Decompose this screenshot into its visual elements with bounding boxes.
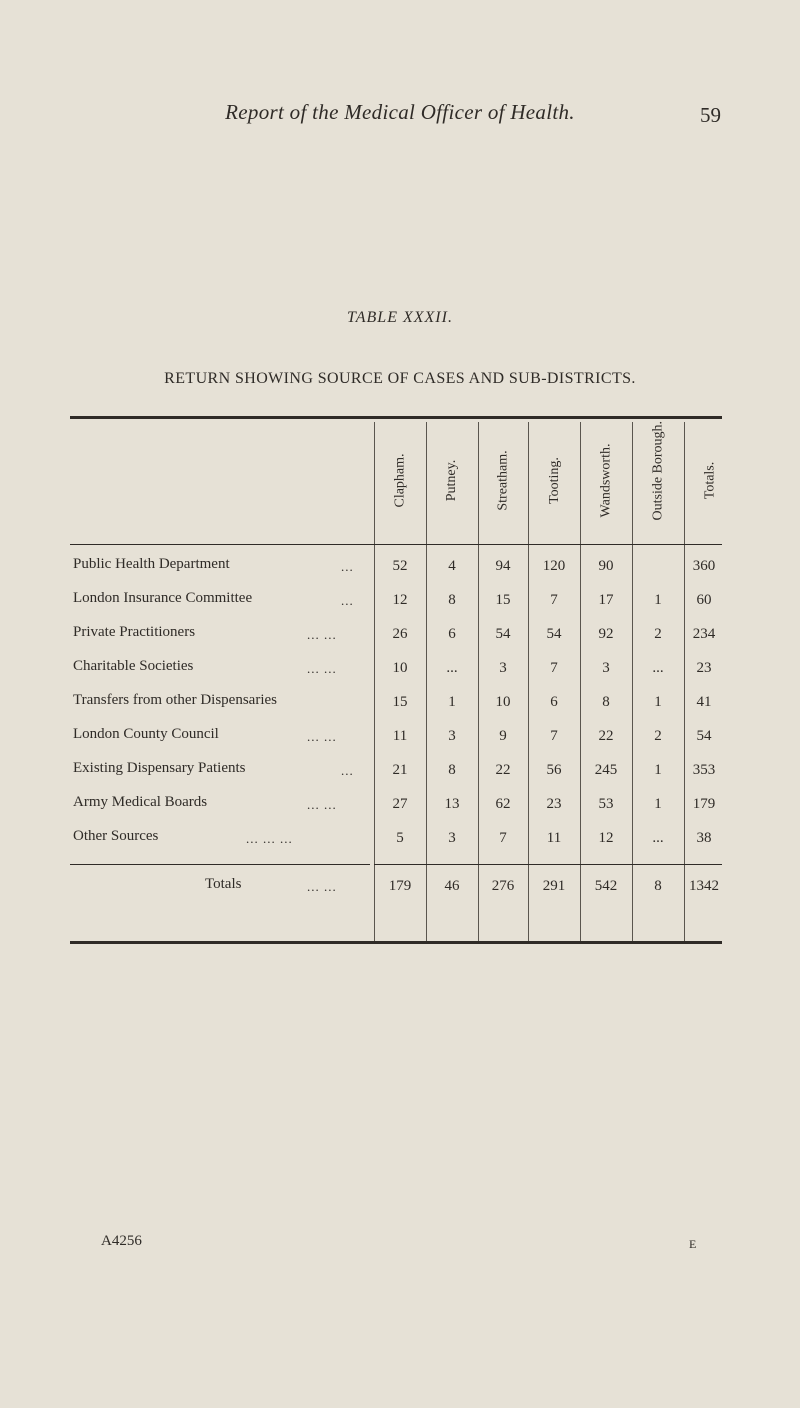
- col-header-streatham: Streatham.: [495, 449, 511, 511]
- row-label: London Insurance Committee: [73, 590, 253, 606]
- leader-dots: ... ...: [307, 661, 337, 676]
- cell: 21: [392, 762, 408, 778]
- footer-sheet-letter: E: [689, 1237, 697, 1251]
- cell: 353: [692, 762, 716, 778]
- cell: 27: [392, 796, 408, 812]
- total-cell: 46: [444, 878, 460, 894]
- header-bottom-rule: [70, 544, 722, 545]
- row-label: Transfers from other Dispensaries: [73, 692, 277, 708]
- cell: 56: [546, 762, 562, 778]
- cell: 5: [396, 830, 404, 846]
- cell: 54: [546, 626, 562, 642]
- leader-dots: ... ...: [307, 729, 337, 744]
- cell: 7: [499, 830, 507, 846]
- cell: 12: [598, 830, 614, 846]
- cell: 10: [392, 660, 408, 676]
- cell: 11: [546, 830, 562, 846]
- cell: 23: [546, 796, 562, 812]
- cell: ...: [446, 660, 458, 676]
- cell: 1: [654, 694, 662, 710]
- table-row: [0, 692, 800, 722]
- row-label: Public Health Department: [73, 556, 230, 572]
- cell: 22: [495, 762, 511, 778]
- col-header-putney: Putney.: [444, 459, 460, 501]
- cell: ...: [652, 660, 664, 676]
- table-row: [0, 794, 800, 824]
- col-header-clapham: Clapham.: [392, 452, 408, 508]
- cell: 179: [692, 796, 716, 812]
- leader-dots: ...: [341, 593, 354, 608]
- cell: 8: [602, 694, 610, 710]
- totals-top-rule: [374, 864, 722, 865]
- cell: 8: [448, 592, 456, 608]
- leader-dots: ... ...: [307, 797, 337, 812]
- row-label: Private Practitioners: [73, 624, 196, 640]
- col-header-totals: Totals.: [702, 461, 718, 499]
- row-label: Existing Dispensary Patients: [73, 760, 246, 776]
- cell: 54: [495, 626, 511, 642]
- cell: 120: [542, 558, 566, 574]
- totals-top-rule: [70, 864, 370, 865]
- cell: 4: [448, 558, 456, 574]
- table-row: [0, 658, 800, 688]
- cell: 7: [550, 592, 558, 608]
- total-cell: 1342: [689, 878, 719, 894]
- leader-dots: ... ...: [307, 627, 337, 642]
- cell: 22: [598, 728, 614, 744]
- cell: 1: [448, 694, 456, 710]
- cell: 1: [654, 762, 662, 778]
- cell: 62: [495, 796, 511, 812]
- cell: 17: [598, 592, 614, 608]
- cell: 2: [654, 626, 662, 642]
- total-cell: 179: [388, 878, 412, 894]
- cell: 38: [696, 830, 712, 846]
- cell: 13: [444, 796, 460, 812]
- cell: 10: [495, 694, 511, 710]
- leader-dots: ... ...: [307, 879, 337, 894]
- cell: 7: [550, 728, 558, 744]
- footer-signature-mark: A4256: [101, 1233, 142, 1249]
- cell: 54: [696, 728, 712, 744]
- cell: 90: [598, 558, 614, 574]
- table-row: [0, 590, 800, 620]
- cell: 3: [499, 660, 507, 676]
- cell: 26: [392, 626, 408, 642]
- page-number: 59: [700, 103, 721, 127]
- cell: 53: [598, 796, 614, 812]
- totals-row: [0, 876, 800, 906]
- cell: 3: [602, 660, 610, 676]
- table-row: [0, 760, 800, 790]
- total-cell: 276: [491, 878, 515, 894]
- total-cell: 8: [654, 878, 662, 894]
- table-row: [0, 828, 800, 858]
- row-label: Other Sources: [73, 828, 159, 844]
- cell: 92: [598, 626, 614, 642]
- table-row: [0, 556, 800, 586]
- cell: 3: [448, 830, 456, 846]
- cell: 12: [392, 592, 408, 608]
- cell: 8: [448, 762, 456, 778]
- total-cell: 291: [542, 878, 566, 894]
- cell: 245: [594, 762, 618, 778]
- cell: 1: [654, 592, 662, 608]
- page-header-title: Report of the Medical Officer of Health.: [225, 100, 575, 124]
- cell: 94: [495, 558, 511, 574]
- leader-dots: ...: [341, 559, 354, 574]
- cell: 1: [654, 796, 662, 812]
- col-header-tooting: Tooting.: [546, 456, 562, 504]
- table-caption: RETURN SHOWING SOURCE OF CASES AND SUB-DISTRICTS.: [164, 370, 636, 387]
- cell: ...: [652, 830, 664, 846]
- table-row: [0, 726, 800, 756]
- col-header-wandsworth: Wandsworth.: [598, 443, 614, 517]
- cell: 52: [392, 558, 408, 574]
- cell: 23: [696, 660, 712, 676]
- row-label: Army Medical Boards: [73, 794, 208, 810]
- cell: 360: [692, 558, 716, 574]
- totals-label: Totals: [205, 876, 242, 892]
- cell: 15: [495, 592, 511, 608]
- cell: 9: [499, 728, 507, 744]
- cell: 60: [696, 592, 712, 608]
- table-top-rule: [70, 416, 722, 419]
- total-cell: 542: [594, 878, 618, 894]
- cell: 11: [392, 728, 408, 744]
- cell: 7: [550, 660, 558, 676]
- row-label: London County Council: [73, 726, 219, 742]
- leader-dots: ...: [341, 763, 354, 778]
- cell: 6: [448, 626, 456, 642]
- cell: 2: [654, 728, 662, 744]
- cell: 6: [550, 694, 558, 710]
- row-label: Charitable Societies: [73, 658, 194, 674]
- table-label: TABLE XXXII.: [347, 309, 453, 326]
- cell: 234: [692, 626, 716, 642]
- col-header-outside-borough: Outside Borough.: [650, 420, 666, 520]
- table-bottom-rule: [70, 941, 722, 944]
- table-row: [0, 624, 800, 654]
- cell: 41: [696, 694, 712, 710]
- cell: 15: [392, 694, 408, 710]
- leader-dots: ... ... ...: [246, 831, 293, 846]
- cell: 3: [448, 728, 456, 744]
